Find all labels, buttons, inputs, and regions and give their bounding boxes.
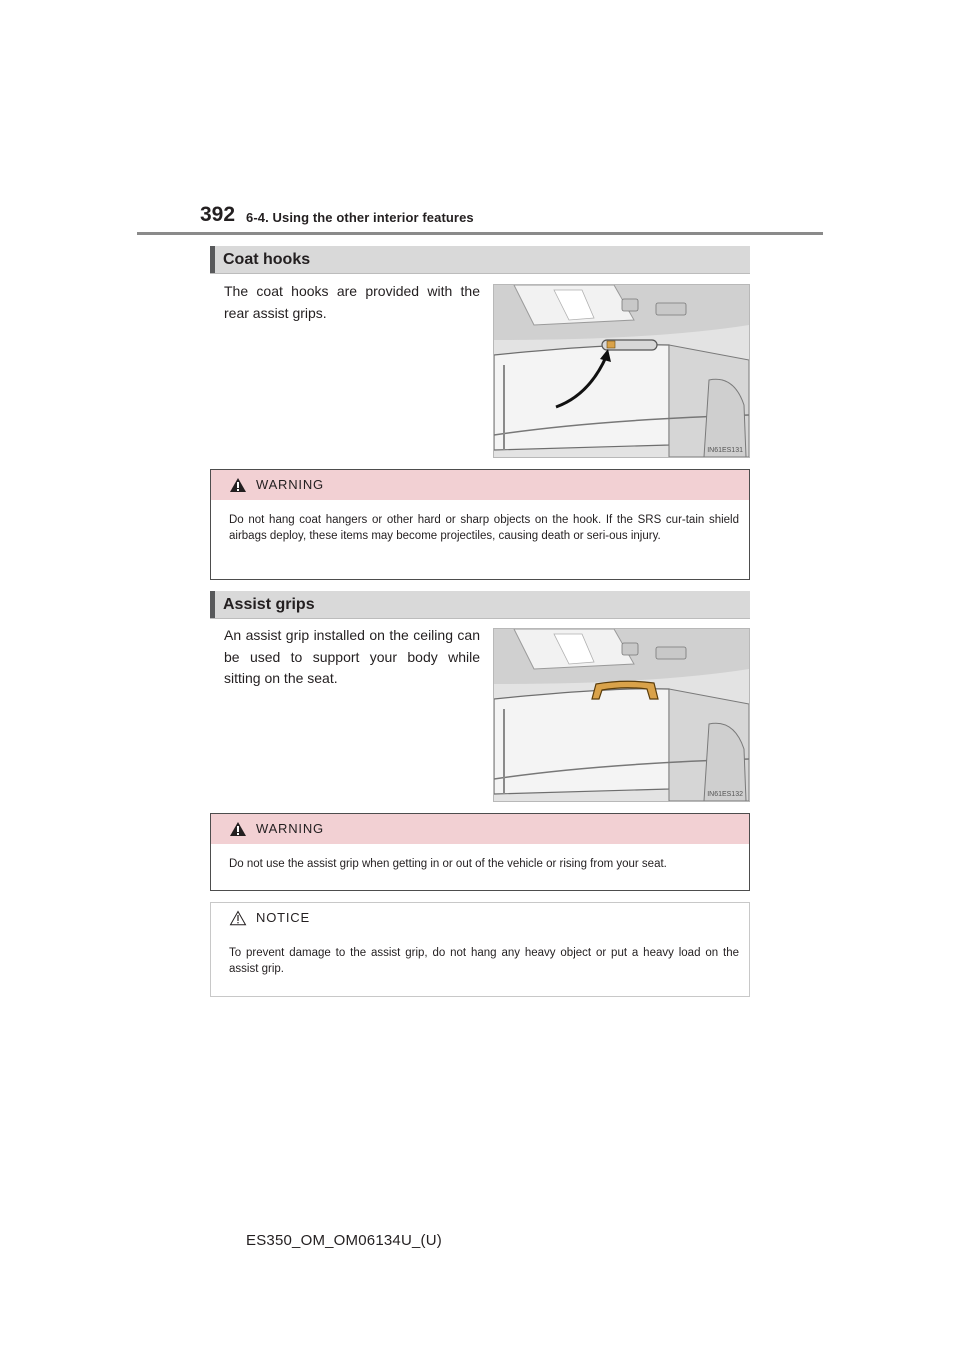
warning-label: WARNING: [256, 821, 324, 836]
notice-text: To prevent damage to the assist grip, do not hang any heavy object or put a heavy load on the assist grip.: [229, 947, 739, 975]
caution-icon: [229, 910, 247, 926]
notice-header: [211, 903, 749, 933]
assist-grips-warning-box: [210, 813, 750, 891]
figure-code: IN61ES131: [707, 447, 743, 454]
header-rule: [137, 232, 823, 235]
coat-hooks-heading-bar: [210, 246, 750, 274]
warning-header: [211, 470, 749, 500]
heading-accent: [210, 246, 215, 273]
notice-box: [210, 902, 750, 997]
warning-text: Do not hang coat hangers or other hard or sharp objects on the hook. If the SRS cur-tain shield airbags deploy, these items may become projectiles, causing death or seri-ous injury.: [229, 514, 739, 542]
coat-hooks-description: The coat hooks are provided with the rear assist grips.: [224, 283, 480, 321]
figure-code: IN61ES132: [707, 791, 743, 798]
warning-icon: [229, 821, 247, 837]
warning-header: [211, 814, 749, 844]
assist-grips-description: An assist grip installed on the ceiling can be used to support your body while sitting on the seat.: [224, 627, 480, 686]
warning-icon: [229, 477, 247, 493]
notice-label: NOTICE: [256, 910, 310, 925]
assist-grip-illustration: [493, 628, 750, 802]
coat-hooks-title: Coat hooks: [223, 251, 311, 268]
page-number: 392: [200, 203, 236, 226]
assist-grips-heading-bar: [210, 591, 750, 619]
heading-accent: [210, 591, 215, 618]
assist-grips-title: Assist grips: [223, 596, 315, 613]
coat-hooks-warning-box: [210, 469, 750, 580]
document-code: ES350_OM_OM06134U_(U): [246, 1232, 442, 1249]
warning-text: Do not use the assist grip when getting in or out of the vehicle or rising from your seat.: [229, 858, 667, 870]
coat-hook-illustration: [493, 284, 750, 458]
section-header: 6-4. Using the other interior features: [246, 210, 474, 225]
warning-label: WARNING: [256, 477, 324, 492]
